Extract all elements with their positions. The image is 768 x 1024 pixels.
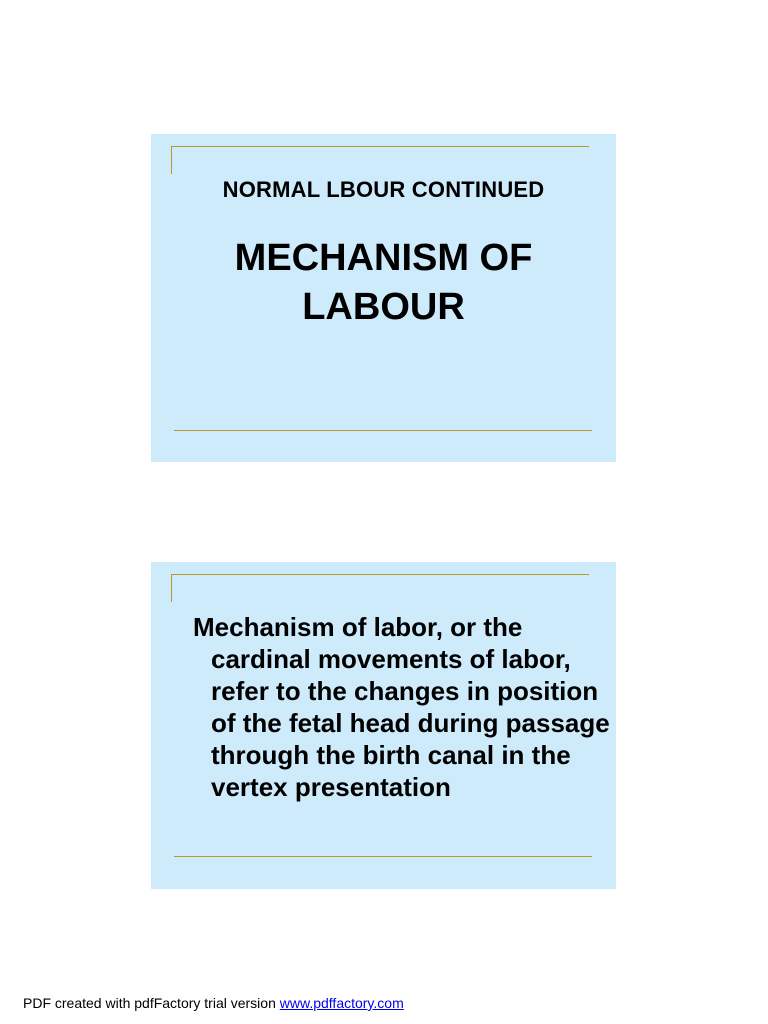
pdf-footer	[23, 995, 404, 1011]
footer-text: PDF created with pdfFactory trial version	[23, 995, 280, 1011]
decorative-corner-line	[171, 146, 589, 174]
slide-title-card	[151, 134, 616, 462]
footer-link[interactable]: www.pdffactory.com	[279, 995, 404, 1011]
decorative-bottom-line	[174, 430, 592, 431]
slide-title-line-1: MECHANISM OF	[234, 237, 533, 279]
slide-subtitle: NORMAL LBOUR CONTINUED	[222, 177, 545, 202]
slide-title	[151, 234, 616, 332]
decorative-corner-line	[171, 574, 589, 602]
slide-body-text: Mechanism of labor, or the cardinal movements of labor, refer to the changes in position of the fetal head during passage through the birth canal in the vertex presentation	[193, 612, 610, 802]
slide-title-line-2: LABOUR	[302, 286, 465, 328]
slide-content-card	[151, 562, 616, 889]
decorative-bottom-line	[174, 856, 592, 857]
